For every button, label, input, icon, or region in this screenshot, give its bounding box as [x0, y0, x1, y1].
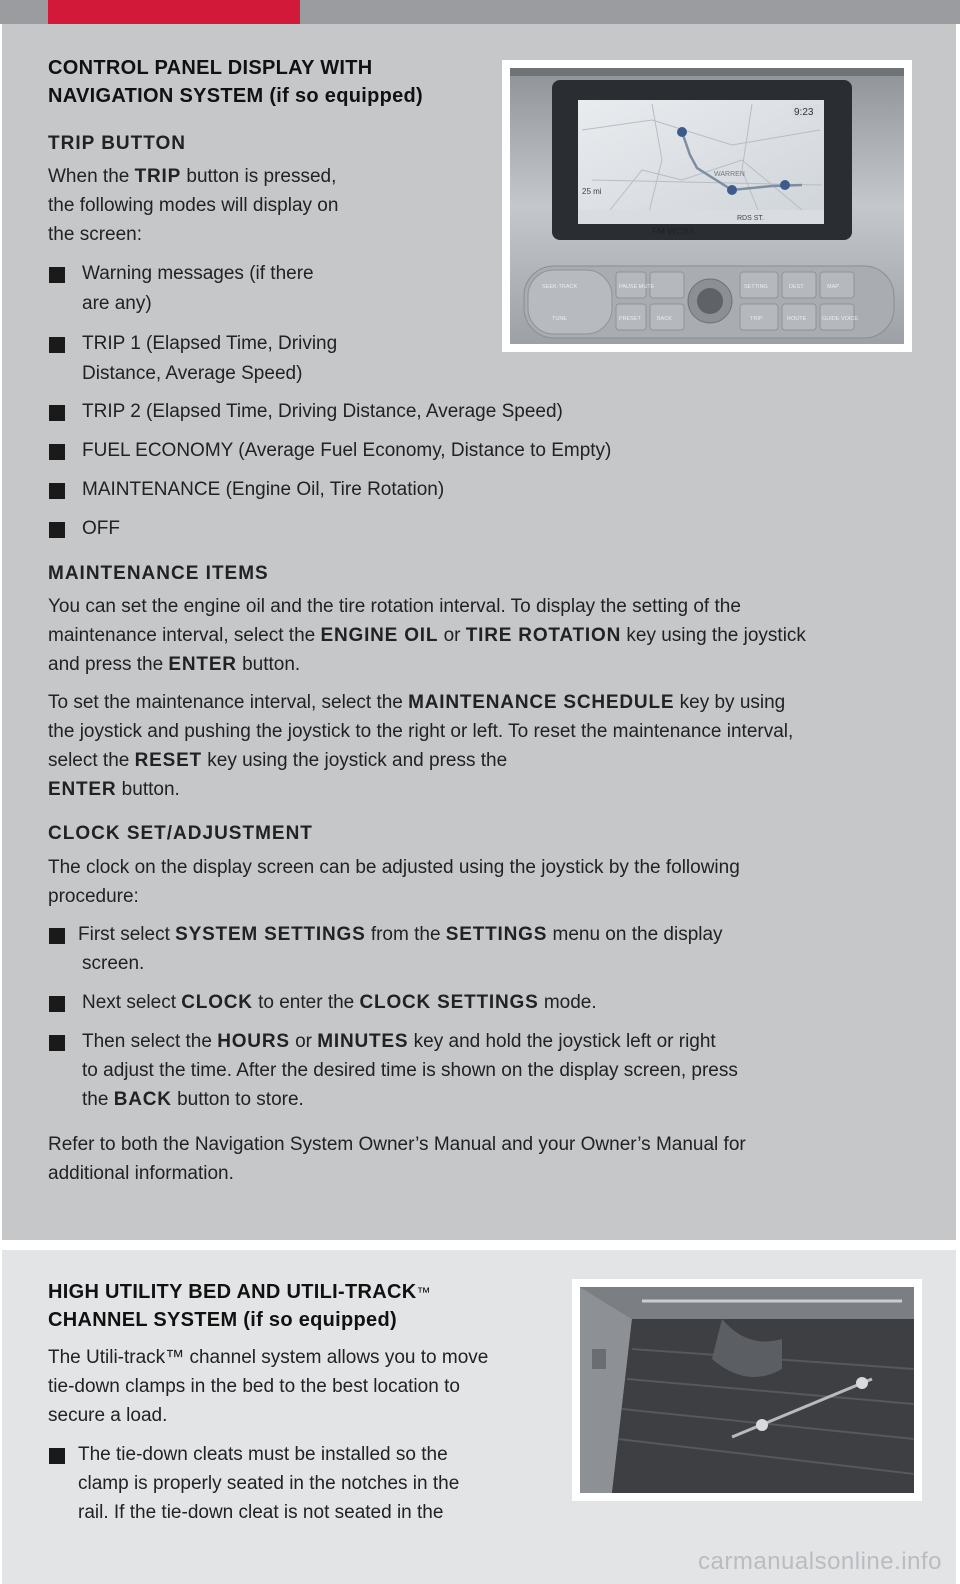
svg-text:SETTING: SETTING: [744, 284, 768, 290]
clock-heading: CLOCK SET/ADJUSTMENT: [48, 823, 313, 844]
nav-clock: 9:23: [794, 107, 814, 118]
nav-station: FM WCSX: [652, 226, 695, 236]
bullet-icon: [49, 522, 65, 538]
svg-text:TRIP: TRIP: [750, 316, 763, 322]
nav-system-illustration: [502, 60, 912, 352]
top-bar-accent: [48, 0, 300, 24]
clock-step-2: Next select CLOCK to enter the CLOCK SETTINGS mode.: [82, 992, 597, 1013]
trip-mode-trip1: TRIP 1 (Elapsed Time, Driving Distance, Average Speed): [82, 333, 338, 384]
route-marker-icon: [780, 180, 790, 190]
trip-mode-warning: Warning messages (if there are any): [82, 263, 314, 314]
section-title: CONTROL PANEL DISPLAY WITH: [48, 57, 373, 79]
bed-bullet-l3: rail. If the tie-down cleat is not seated in the: [78, 1502, 444, 1523]
truck-bed-photo: [572, 1279, 922, 1501]
nav-system-photo: [502, 60, 912, 352]
svg-text:PRESET: PRESET: [619, 316, 642, 322]
truck-bed-illustration: [572, 1279, 922, 1501]
clock-p1-l1: The clock on the display screen can be adjusted using the joystick by the following: [48, 857, 740, 878]
bullet-icon: [49, 928, 65, 944]
bullet-icon: [49, 337, 65, 353]
bed-bullet-l2: clamp is properly seated in the notches in the: [78, 1473, 460, 1494]
maintenance-p2-l1: To set the maintenance interval, select the MAINTENANCE SCHEDULE key by using: [48, 692, 786, 713]
trip-mode-off: OFF: [82, 518, 120, 539]
bed-section-title-line2: CHANNEL SYSTEM (if so equipped): [48, 1309, 397, 1331]
tie-down-cleat-icon: [856, 1377, 868, 1389]
trip-mode-trip2: TRIP 2 (Elapsed Time, Driving Distance, Average Speed): [82, 401, 563, 422]
trip-mode-fuel-economy: FUEL ECONOMY (Average Fuel Economy, Distance to Empty): [82, 440, 612, 461]
clock-step-1: First select SYSTEM SETTINGS from the SETTINGS menu on the display: [78, 924, 723, 945]
nav-screen: [578, 100, 824, 224]
nav-street: RDS ST.: [737, 215, 764, 222]
trip-intro-line2: the following modes will display on: [48, 195, 339, 216]
clock-p1-l2: procedure:: [48, 886, 139, 907]
bullet-icon: [49, 483, 65, 499]
bed-p-l2: tie-down clamps in the bed to the best location to: [48, 1376, 460, 1397]
top-bar: [0, 0, 960, 24]
bed-section-title: HIGH UTILITY BED AND UTILI-TRACK™: [48, 1281, 431, 1303]
tie-down-cleat-icon: [756, 1419, 768, 1431]
nav-area: WARREN: [714, 171, 745, 178]
clock-p2-l2: additional information.: [48, 1163, 234, 1184]
bullet-icon: [49, 444, 65, 460]
trip-intro-line3: the screen:: [48, 224, 142, 245]
maintenance-heading: MAINTENANCE ITEMS: [48, 563, 269, 584]
clock-step-3-l3: the BACK button to store.: [82, 1089, 304, 1110]
joystick-icon: [697, 288, 723, 314]
clock-step-3: Then select the HOURS or MINUTES key and hold the joystick left or right: [82, 1031, 716, 1052]
svg-text:ROUTE: ROUTE: [787, 316, 807, 322]
trip-mode-maintenance: MAINTENANCE (Engine Oil, Tire Rotation): [82, 479, 445, 500]
section-title-line2: NAVIGATION SYSTEM (if so equipped): [48, 85, 424, 107]
svg-text:PAUSE MUTE: PAUSE MUTE: [619, 284, 655, 290]
svg-text:DEST: DEST: [789, 284, 804, 290]
clock-step-3-l2: to adjust the time. After the desired time is shown on the display screen, press: [82, 1060, 738, 1081]
clock-step-1-l2: screen.: [82, 953, 145, 974]
bullet-icon: [49, 996, 65, 1012]
maintenance-p2-l2: the joystick and pushing the joystick to the right or left. To reset the maintenance interval,: [48, 721, 794, 742]
watermark: carmanualsonline.info: [698, 1548, 942, 1575]
bed-p-l3: secure a load.: [48, 1405, 168, 1426]
maintenance-p1-l3: and press the ENTER button.: [48, 654, 301, 675]
svg-text:TUNE: TUNE: [552, 316, 567, 322]
svg-text:SEEK·TRACK: SEEK·TRACK: [542, 284, 578, 290]
bullet-icon: [49, 1035, 65, 1051]
route-marker-icon: [677, 127, 687, 137]
trip-button-heading: TRIP BUTTON: [48, 133, 187, 154]
bed-bullet-l1: The tie-down cleats must be installed so the: [78, 1444, 448, 1465]
maintenance-p1-l1: You can set the engine oil and the tire rotation interval. To display the setting of the: [48, 596, 741, 617]
maintenance-p1-l2: maintenance interval, select the ENGINE OIL or TIRE ROTATION key using the joystick: [48, 625, 806, 646]
clock-p2-l1: Refer to both the Navigation System Owner’s Manual and your Owner’s Manual for: [48, 1134, 746, 1155]
trip-intro: When the TRIP button is pressed,: [48, 166, 337, 187]
nav-scale: 25 mi: [582, 187, 602, 196]
bed-p-l1: The Utili-track™ channel system allows you to move: [48, 1347, 489, 1368]
svg-text:GUIDE VOICE: GUIDE VOICE: [822, 316, 859, 322]
svg-text:MAP: MAP: [827, 284, 839, 290]
bullet-icon: [49, 267, 65, 283]
bullet-icon: [49, 405, 65, 421]
svg-text:BACK: BACK: [657, 316, 672, 322]
maintenance-p2-l4: ENTER button.: [48, 779, 180, 800]
bullet-icon: [49, 1448, 65, 1464]
maintenance-p2-l3: select the RESET key using the joystick and press the: [48, 750, 508, 771]
route-marker-icon: [727, 185, 737, 195]
